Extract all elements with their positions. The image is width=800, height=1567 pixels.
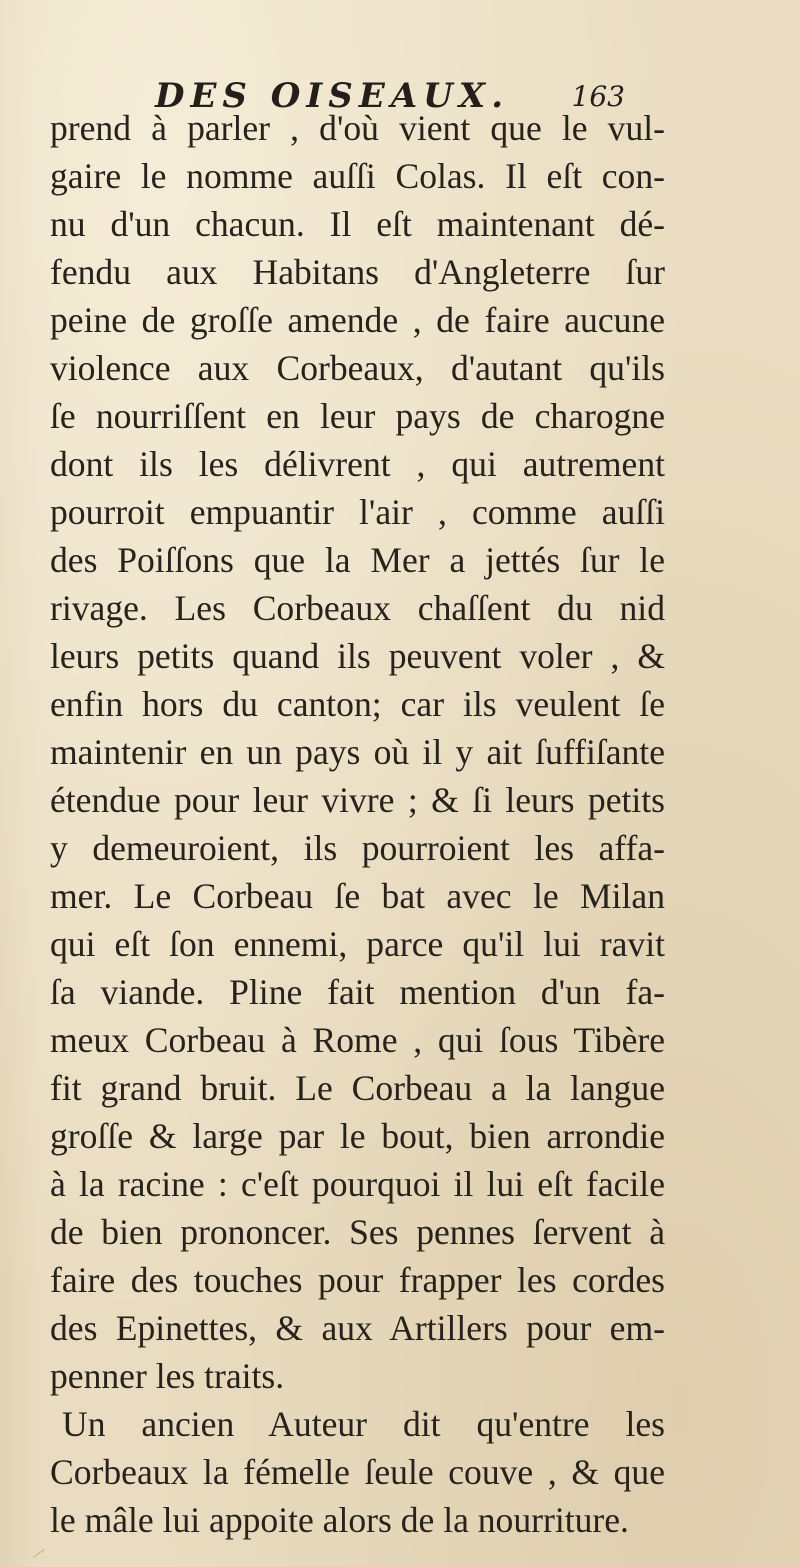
running-head-title: DES OISEAUX. [155,76,510,116]
paper-mark [25,1537,45,1557]
text-line: faire des touches pour frapper les cordes [50,1260,665,1300]
text-line: groſſe & large par le bout, bien arrondie [50,1116,665,1156]
text-line: ſa viande. Pline fait mention d'un fa- [50,972,665,1012]
text-line: leurs petits quand ils peuvent voler , & [50,636,665,676]
page-number: 163 [571,80,625,113]
text-line: étendue pour leur vivre ; & ſi leurs petits [50,780,665,820]
text-line: pourroit empuantir l'air , comme auſſi [50,492,665,532]
text-line: Corbeaux la fémelle ſeule couve , & que [50,1452,665,1492]
text-line: rivage. Les Corbeaux chaſſent du nid [50,588,665,628]
text-line: de bien prononcer. Ses pennes ſervent à [50,1212,665,1252]
text-line: ſe nourriſſent en leur pays de charogne [50,396,665,436]
text-line: maintenir en un pays où il y ait ſuffiſante [50,732,665,772]
text-line: qui eſt ſon ennemi, parce qu'il lui ravit [50,924,665,964]
text-line: à la racine : c'eſt pourquoi il lui eſt facile [50,1164,665,1204]
text-line: meux Corbeau à Rome , qui ſous Tibère [50,1020,665,1060]
text-line: nu d'un chacun. Il eſt maintenant dé- [50,204,665,244]
text-line: y demeuroient, ils pourroient les affa- [50,828,665,868]
text-line: penner les traits. [50,1356,285,1396]
text-line: violence aux Corbeaux, d'autant qu'ils [50,348,665,388]
text-line: gaire le nomme auſſi Colas. Il eſt con- [50,156,665,196]
text-line: mer. Le Corbeau ſe bat avec le Milan [50,876,665,916]
text-line: des Poiſſons que la Mer a jettés ſur le [50,540,665,580]
text-line: dont ils les délivrent , qui autrement [50,444,665,484]
body-text [50,104,665,1544]
text-line: fit grand bruit. Le Corbeau a la langue [50,1068,665,1108]
text-line: Un ancien Auteur dit qu'entre les [62,1404,665,1444]
text-line: enfin hors du canton; car ils veulent ſe [50,684,665,724]
text-line: des Epinettes, & aux Artillers pour em- [50,1308,665,1348]
text-line: peine de groſſe amende , de faire aucune [50,300,665,340]
text-line: le mâle lui appoite alors de la nourriture. [50,1500,629,1540]
text-line: prend à parler , d'où vient que le vul- [50,108,665,148]
text-line: fendu aux Habitans d'Angleterre ſur [50,252,665,292]
